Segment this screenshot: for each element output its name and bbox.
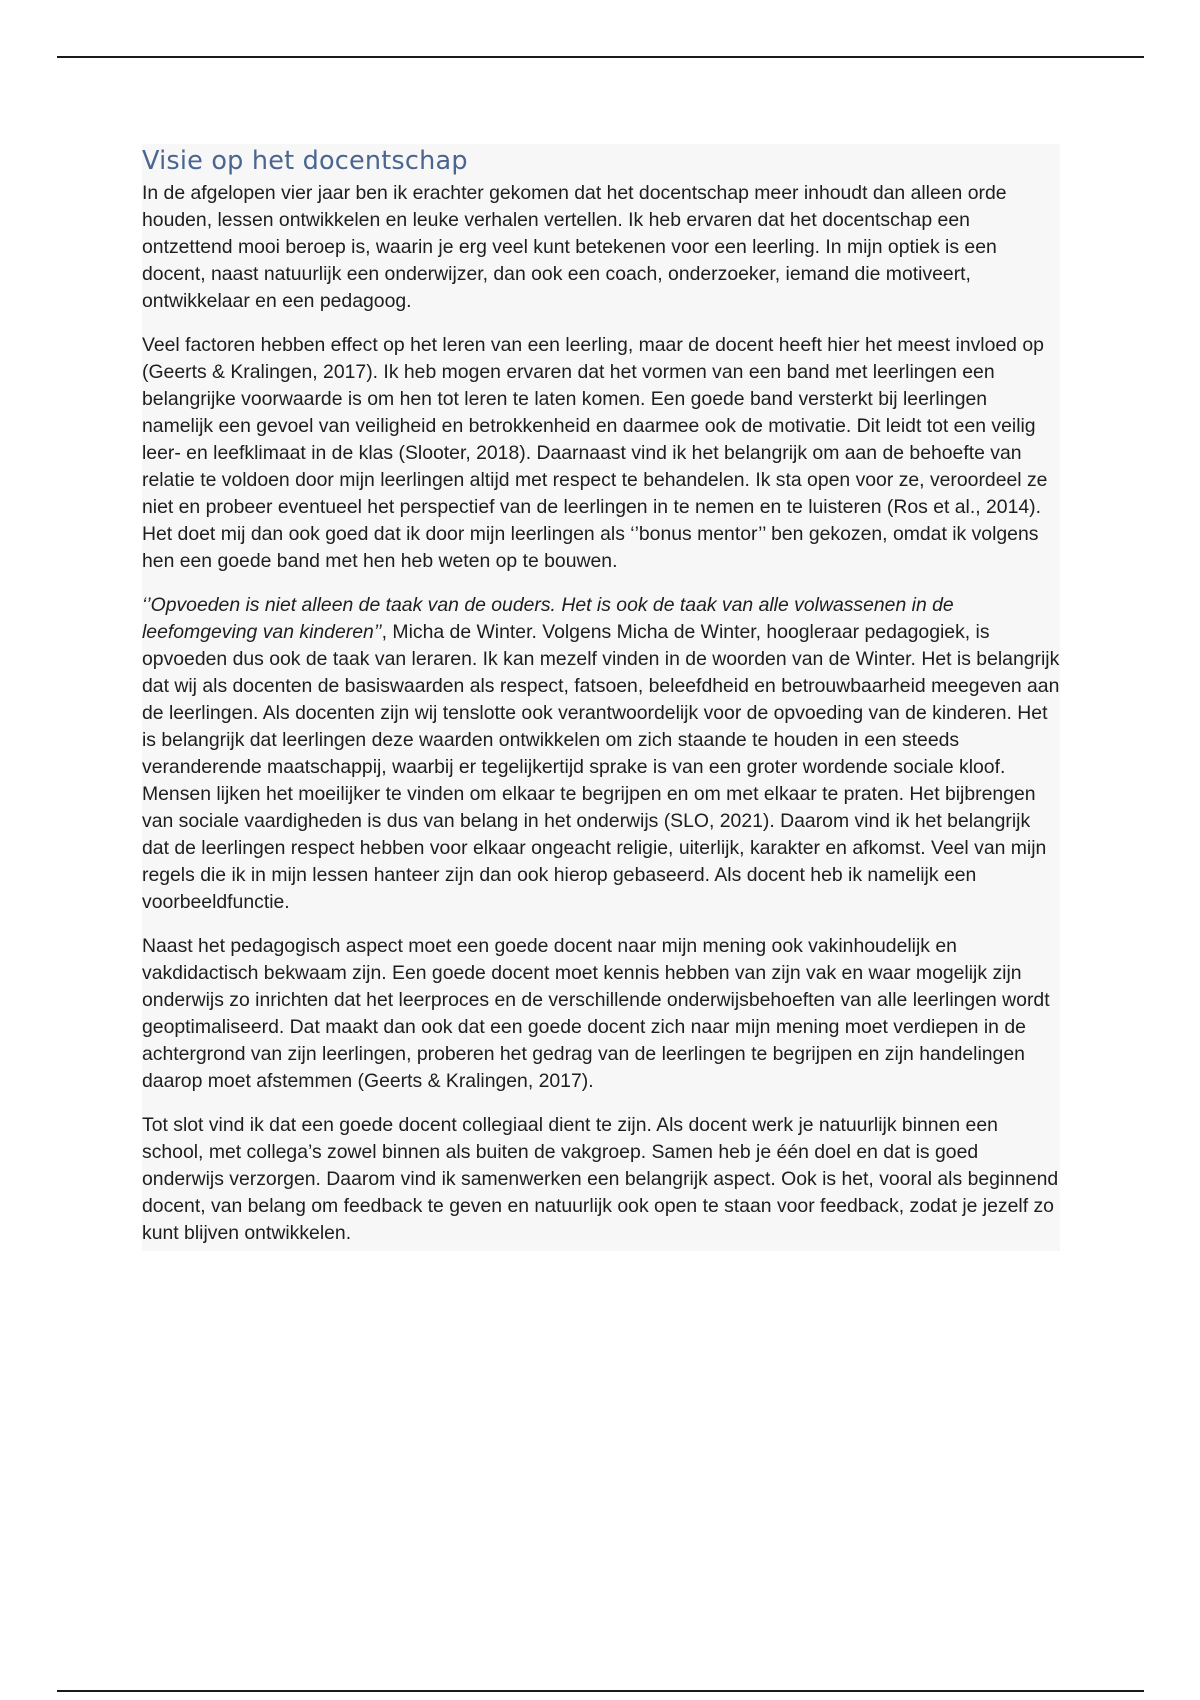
paragraph-relationship: Veel factoren hebben effect op het leren van een leerling, maar de docent heeft hier het meest invloed op (Geerts & Kralingen, 2017). Ik heb mogen ervaren dat het vormen van een band met leerlingen een belangrijke voorwaarde is om hen tot leren te laten komen. Een goede band versterkt bij leerlingen namelijk een gevoel van veiligheid en betrokkenheid en daarmee ook de motivatie. Dit leidt tot een veilig leer- en leefklimaat in de klas (Slooter, 2018). Daarnaast vind ik het belangrijk om aan de behoefte van relatie te voldoen door mijn leerlingen altijd met respect te behandelen. Ik sta open voor ze, veroordeel ze niet en probeer eventueel het perspectief van de leerlingen in te nemen en te luisteren (Ros et al., 2014). Het doet mij dan ook goed dat ik door mijn leerlingen als ‘’bonus mentor’’ ben gekozen, omdat ik volgens hen een goede band met hen heb weten op te bouwen.	[142, 334, 1048, 572]
header-rule	[57, 56, 1144, 58]
paragraph-subject-knowledge: Naast het pedagogisch aspect moet een goede docent naar mijn mening ook vakinhoudelijk en vakdidactisch bekwaam zijn. Een goede docent moet kennis hebben van zijn vak en waar mogelijk zijn onderwijs zo inrichten dat het leerproces en de verschillende onderwijsbehoeften van alle leerlingen wordt geoptimaliseerd. Dat maakt dan ook dat een goede docent zich naar mijn mening moet verdiepen in de achtergrond van zijn leerlingen, proberen het gedrag van de leerlingen te begrijpen en zijn handelingen daarop moet afstemmen (Geerts & Kralingen, 2017).	[142, 935, 1050, 1092]
document-body	[142, 144, 1060, 1251]
paragraph-intro: In de afgelopen vier jaar ben ik erachter gekomen dat het docentschap meer inhoudt dan alleen orde houden, lessen ontwikkelen en leuke verhalen vertellen. Ik heb ervaren dat het docentschap een ontzettend mooi beroep is, waarin je erg veel kunt betekenen voor een leerling. In mijn optiek is een docent, naast natuurlijk een onderwijzer, dan ook een coach, onderzoeker, iemand die motiveert, ontwikkelaar en een pedagoog.	[142, 182, 1007, 312]
paragraph-collegiality: Tot slot vind ik dat een goede docent collegiaal dient te zijn. Als docent werk je natuurlijk binnen een school, met collega’s zowel binnen als buiten de vakgroep. Samen heb je één doel en dat is goed onderwijs verzorgen. Daarom vind ik samenwerken een belangrijk aspect. Ook is het, vooral als beginnend docent, van belang om feedback te geven en natuurlijk ook open te staan voor feedback, zodat je jezelf zo kunt blijven ontwikkelen.	[142, 1114, 1059, 1244]
paragraph-upbringing-text: , Micha de Winter. Volgens Micha de Winter, hoogleraar pedagogiek, is opvoeden dus ook de taak van leraren. Ik kan mezelf vinden in de woorden van de Winter. Het is belangrijk dat wij als docenten de basiswaarden als respect, fatsoen, beleefdheid en betrouwbaarheid meegeven aan de leerlingen. Als docenten zijn wij tenslotte ook verantwoordelijk voor de opvoeding van de kinderen. Het is belangrijk dat leerlingen deze waarden ontwikkelen om zich staande te houden in een steeds veranderende maatschappij, waarbij er tegelijkertijd sprake is van een groter wordende sociale kloof. Mensen lijken het moeilijker te vinden om elkaar te begrijpen en om met elkaar te praten. Het bijbrengen van sociale vaardigheden is dus van belang in het onderwijs (SLO, 2021). Daarom vind ik het belangrijk dat de leerlingen respect hebben voor elkaar ongeacht religie, uiterlijk, karakter en afkomst. Veel van mijn regels die ik in mijn lessen hanteer zijn dan ook hierop gebaseerd. Als docent heb ik namelijk een voorbeeldfunctie.	[142, 621, 1060, 913]
document-title: Visie op het docentschap	[142, 146, 468, 176]
quote-micha-de-winter: ‘’Opvoeden is niet alleen de taak van de ouders. Het is ook de taak van alle volwassenen in de leefomgeving van kinderen’’	[142, 594, 954, 643]
footer-rule	[57, 1690, 1144, 1692]
paragraph-upbringing	[142, 592, 1060, 916]
